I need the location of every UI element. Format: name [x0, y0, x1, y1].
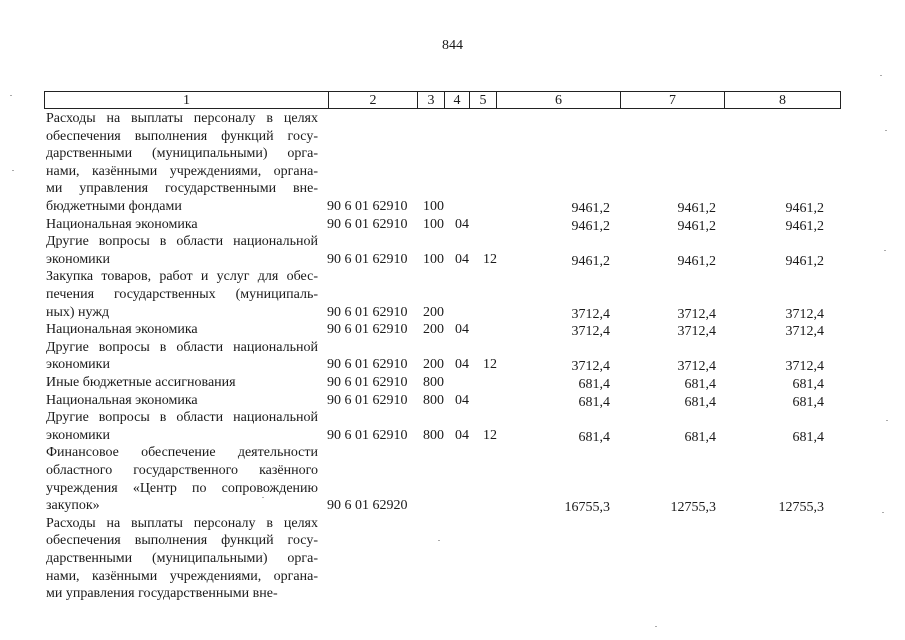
description-line: Закупка товаров, работ и услуг для обес- — [46, 269, 318, 285]
row-value-6: 3712,4 — [571, 306, 610, 322]
row-value-7: 9461,2 — [677, 253, 716, 269]
description-line: дарственными (муниципальными) орга- — [46, 146, 318, 162]
row-col-4: 04 — [455, 392, 469, 408]
row-col-3: 100 — [423, 199, 444, 214]
row-col-3: 800 — [423, 427, 444, 443]
row-description — [46, 374, 318, 392]
row-col-3: 100 — [423, 251, 444, 267]
row-value-6: 16755,3 — [564, 500, 610, 516]
row-value-8: 3712,4 — [785, 306, 824, 322]
description-line: экономики — [46, 251, 110, 267]
row-col-4: 04 — [455, 216, 469, 232]
row-value-7: 681,4 — [684, 429, 716, 445]
description-line: Финансовое обеспечение деятельности — [46, 445, 318, 461]
header-col-2: 2 — [329, 92, 418, 108]
header-col-3: 3 — [418, 92, 445, 108]
row-col-4: 04 — [455, 427, 469, 443]
row-col-3: 200 — [423, 304, 444, 320]
row-description — [46, 216, 318, 234]
header-col-8: 8 — [779, 93, 786, 108]
description-line: обеспечения выполнения функций госу- — [46, 533, 318, 549]
row-col-3: 800 — [423, 392, 444, 408]
description-line: бюджетными фондами — [46, 198, 182, 214]
header-col-5: 5 — [470, 92, 497, 108]
description-line: экономики — [46, 357, 110, 373]
header-col-7: 7 — [621, 92, 725, 108]
row-code: 90 6 01 62910 — [327, 392, 408, 408]
description-line: ми управления государственными вне- — [46, 181, 318, 197]
description-line: Другие вопросы в области национальной — [46, 410, 318, 426]
row-code: 90 6 01 62910 — [327, 304, 408, 320]
row-value-8: 3712,4 — [785, 324, 824, 340]
row-description — [46, 233, 318, 268]
description-line: Национальная экономика — [46, 392, 198, 408]
row-description — [46, 515, 318, 603]
description-line: Национальная экономика — [46, 216, 198, 232]
description-line: закупок» — [46, 498, 100, 514]
row-value-6: 681,4 — [578, 429, 610, 445]
row-value-7: 681,4 — [684, 394, 716, 410]
description-line: областного государственного казённого — [46, 462, 318, 478]
row-value-7: 12755,3 — [670, 500, 716, 516]
row-value-6: 3712,4 — [571, 324, 610, 340]
row-value-7: 9461,2 — [677, 218, 716, 234]
description-line: нами, казёнными учреждениями, органа- — [46, 163, 318, 179]
row-code: 90 6 01 62910 — [327, 216, 408, 232]
description-line: ных) нужд — [46, 304, 110, 320]
description-line: экономики — [46, 427, 110, 443]
row-col-4: 04 — [455, 251, 469, 267]
row-value-7: 3712,4 — [677, 324, 716, 340]
description-line: Расходы на выплаты персоналу в целях — [46, 515, 318, 531]
row-value-6: 681,4 — [578, 377, 610, 392]
row-value-8: 681,4 — [792, 429, 824, 445]
row-code: 90 6 01 62910 — [327, 427, 408, 443]
row-description — [46, 392, 318, 410]
row-col-5: 12 — [483, 427, 497, 443]
row-code: 90 6 01 62910 — [327, 322, 408, 338]
row-description — [46, 268, 318, 321]
description-line: ми управления государственными вне- — [46, 586, 278, 602]
row-value-7: 3712,4 — [677, 306, 716, 322]
row-description — [46, 444, 318, 514]
row-description — [46, 110, 318, 216]
header-col-1: 1 — [45, 92, 329, 108]
row-value-6: 3712,4 — [571, 359, 610, 375]
row-value-6: 681,4 — [578, 394, 610, 410]
row-value-8: 9461,2 — [785, 253, 824, 269]
header-col-4: 4 — [445, 92, 470, 108]
row-description — [46, 321, 318, 339]
row-code: 90 6 01 62910 — [327, 375, 408, 390]
row-value-8: 681,4 — [792, 394, 824, 410]
row-value-7: 9461,2 — [677, 201, 716, 216]
table-header — [44, 91, 841, 109]
row-value-8: 3712,4 — [785, 359, 824, 375]
row-col-3: 800 — [423, 375, 444, 390]
row-code: 90 6 01 62920 — [327, 498, 408, 514]
row-value-8: 681,4 — [792, 377, 824, 392]
row-value-7: 681,4 — [684, 377, 716, 392]
row-code: 90 6 01 62910 — [327, 251, 408, 267]
row-value-6: 9461,2 — [571, 201, 610, 216]
description-line: Расходы на выплаты персоналу в целях — [46, 111, 318, 126]
description-line: обеспечения выполнения функций госу- — [46, 128, 318, 144]
row-value-7: 3712,4 — [677, 359, 716, 375]
row-col-4: 04 — [455, 357, 469, 373]
row-description — [46, 409, 318, 444]
description-line: Другие вопросы в области национальной — [46, 339, 318, 355]
row-value-8: 12755,3 — [778, 500, 824, 516]
row-value-8: 9461,2 — [785, 218, 824, 234]
description-line: учреждения «Центр по сопровождению — [46, 480, 318, 496]
description-line: дарственными (муниципальными) орга- — [46, 550, 318, 566]
row-value-6: 9461,2 — [571, 253, 610, 269]
description-line: нами, казёнными учреждениями, органа- — [46, 568, 318, 584]
row-code: 90 6 01 62910 — [327, 199, 408, 214]
row-col-3: 200 — [423, 357, 444, 373]
row-value-6: 9461,2 — [571, 218, 610, 234]
description-line: печения государственных (муниципаль- — [46, 286, 318, 302]
row-col-3: 100 — [423, 216, 444, 232]
description-line: Иные бюджетные ассигнования — [46, 375, 236, 390]
row-col-5: 12 — [483, 251, 497, 267]
description-line: Национальная экономика — [46, 322, 198, 338]
description-line: Другие вопросы в области национальной — [46, 234, 318, 250]
row-code: 90 6 01 62910 — [327, 357, 408, 373]
row-description — [46, 339, 318, 374]
row-value-8: 9461,2 — [785, 201, 824, 216]
page-number: 844 — [442, 38, 463, 53]
row-col-5: 12 — [483, 357, 497, 373]
row-col-3: 200 — [423, 322, 444, 338]
row-col-4: 04 — [455, 322, 469, 338]
header-col-6: 6 — [497, 92, 621, 108]
